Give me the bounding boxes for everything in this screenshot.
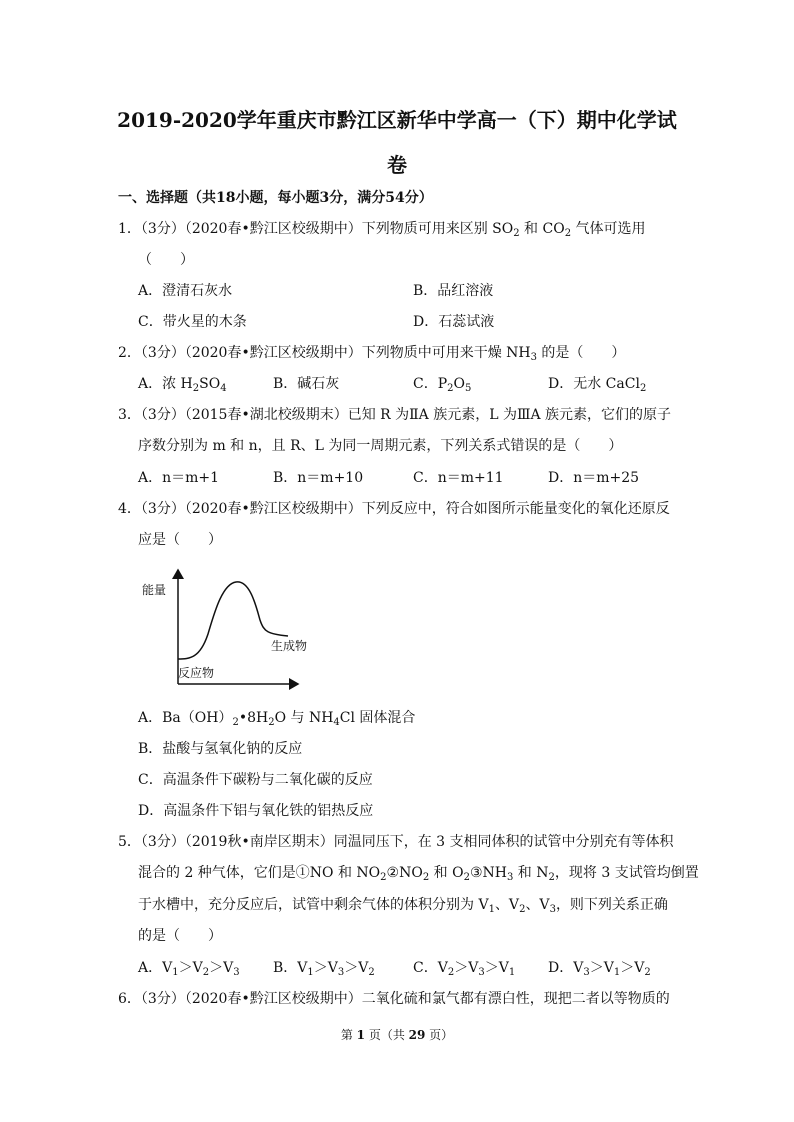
q2-stem: 2．（3分）（2020春•黔江区校级期中）下列物质中可用来干燥 $NH_3$ 的是（ ） bbox=[118, 345, 626, 363]
document-title-line1: 2019-2020学年重庆市黔江区新华中学高一（下）期中化学试 bbox=[117, 108, 677, 132]
q2-option-c: C．$P_2O_5$ bbox=[413, 376, 472, 394]
document-title-line2: 卷 bbox=[387, 153, 407, 177]
q4-stem-line2: 应是（ ） bbox=[138, 532, 222, 548]
energy-diagram bbox=[138, 562, 308, 692]
q2-option-b: B．碱石灰 bbox=[273, 376, 340, 392]
q1-option-b: B．品红溶液 bbox=[413, 283, 494, 299]
q4-option-b: B．盐酸与氢氧化钠的反应 bbox=[138, 741, 303, 757]
q4-option-c: C．高温条件下碳粉与二氧化碳的反应 bbox=[138, 772, 373, 788]
q3-option-b: B．n＝m+10 bbox=[273, 470, 364, 486]
q1-blank: （ ） bbox=[138, 252, 194, 268]
q5-option-d: D．$V_3>V_1>V_2$ bbox=[548, 960, 651, 978]
q1-option-c: C．带火星的木条 bbox=[138, 314, 247, 330]
q5-stem-line3: 于水槽中，充分反应后，试管中剩余气体的体积分别为 $V_1$、$V_2$、$V_3$，则下列关系正确 bbox=[138, 897, 668, 915]
q2-option-d: D．无水 CaCl$_2$ bbox=[548, 376, 647, 394]
q5-stem-line1: 5．（3分）（2019秋•南岸区期末）同温同压下，在 3 支相同体积的试管中分别充有等体积 bbox=[118, 834, 674, 850]
product-label: 生成物 bbox=[271, 639, 308, 653]
q5-stem-line2: 混合的 2 种气体，它们是①NO 和 $NO_2②NO_2$ 和 $O_2③NH_3$ 和 $N_2$，现将 3 支试管均倒置 bbox=[138, 865, 699, 883]
q1-stem: 1．（3分）（2020春•黔江区校级期中）下列物质可用来区别 $SO_2$ 和 $CO_2$ 气体可选用 bbox=[118, 221, 646, 239]
q5-option-c: C．$V_2>V_3>V_1$ bbox=[413, 960, 516, 978]
q3-option-c: C．n＝m+11 bbox=[413, 470, 504, 486]
q4-option-a: A．$Ba(OH)_2•8H_2O$ 与 $NH_4Cl$ 固体混合 bbox=[138, 710, 416, 728]
reactant-label: 反应物 bbox=[178, 666, 215, 680]
q5-stem-line4: 的是（ ） bbox=[138, 928, 222, 944]
q3-option-d: D．n＝m+25 bbox=[548, 470, 640, 486]
q1-option-a: A．澄清石灰水 bbox=[138, 283, 233, 299]
q2-option-a: A．浓 $H_2SO_4$ bbox=[138, 376, 227, 394]
section-heading: 一、选择题（共18小题，每小题3分，满分54分） bbox=[118, 190, 433, 206]
q5-option-a: A．$V_1>V_2>V_3$ bbox=[138, 960, 240, 978]
q1-option-d: D．石蕊试液 bbox=[413, 314, 495, 330]
q3-stem-line2: 序数分别为 m 和 n，且 R、L 为同一周期元素，下列关系式错误的是（ ） bbox=[138, 438, 623, 454]
q3-stem-line1: 3．（3分）（2015春•湖北校级期末）已知 R 为ⅡA 族元素，L 为ⅢA 族元素，它们的原子 bbox=[118, 407, 672, 423]
q3-option-a: A．n＝m+1 bbox=[138, 470, 220, 486]
y-axis-label: 能量 bbox=[142, 583, 167, 597]
q4-stem-line1: 4．（3分）（2020春•黔江区校级期中）下列反应中，符合如图所示能量变化的氧化还原反 bbox=[118, 501, 670, 517]
q5-option-b: B．$V_1>V_3>V_2$ bbox=[273, 960, 375, 978]
page-footer: 第 1 页（共 29 页） bbox=[340, 1028, 454, 1042]
q6-stem-line1: 6．（3分）（2020春•黔江区校级期中）二氧化硫和氯气都有漂白性，现把二者以等物质的 bbox=[118, 991, 670, 1007]
q4-option-d: D．高温条件下铝与氧化铁的铝热反应 bbox=[138, 803, 374, 819]
